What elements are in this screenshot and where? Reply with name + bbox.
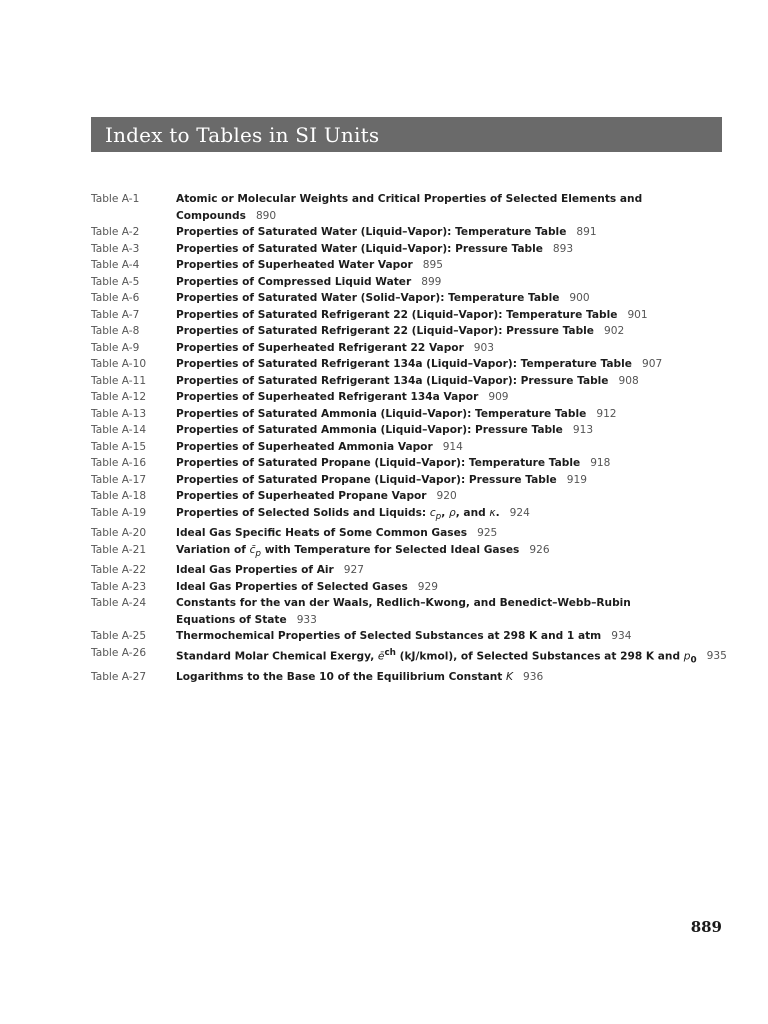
table-label: Table A-22 bbox=[91, 564, 147, 577]
table-description: Properties of Selected Solids and Liquids: $c_p$, ρ, and κ. 924 bbox=[176, 506, 530, 522]
table-description: Properties of Saturated Propane (Liquid–Vapor): Temperature Table 918 bbox=[176, 457, 611, 469]
page-ref: 918 bbox=[590, 457, 611, 469]
index-entry-a13[interactable] bbox=[91, 406, 731, 423]
page-number: 889 bbox=[690, 918, 722, 936]
page-ref: 899 bbox=[421, 275, 442, 288]
index-entry-a25[interactable] bbox=[91, 628, 731, 645]
index-entry-a2[interactable] bbox=[91, 224, 731, 241]
index-entry-a14[interactable] bbox=[91, 422, 731, 439]
page-ref: 919 bbox=[566, 473, 587, 486]
table-label: Table A-4 bbox=[91, 259, 140, 271]
index-entry-a9[interactable] bbox=[91, 340, 731, 357]
table-label: Table A-5 bbox=[91, 275, 140, 288]
index-entry-a12[interactable] bbox=[91, 389, 731, 406]
table-label: Table A-16 bbox=[91, 457, 147, 469]
page-ref: 935 bbox=[706, 650, 727, 663]
title-banner bbox=[91, 117, 722, 152]
page-ref: 913 bbox=[572, 424, 594, 436]
symbol-p: p bbox=[683, 650, 691, 663]
symbol-kappa: κ bbox=[489, 506, 496, 519]
table-description: Properties of Saturated Refrigerant 22 (Liquid–Vapor): Pressure Table 902 bbox=[176, 325, 625, 337]
table-description: Properties of Superheated Refrigerant 134a Vapor 909 bbox=[176, 391, 509, 403]
index-entry-a8[interactable] bbox=[91, 323, 731, 340]
table-label: Table A-20 bbox=[91, 527, 147, 540]
symbol-rho: ρ bbox=[448, 506, 456, 519]
page-ref: 920 bbox=[436, 490, 457, 502]
page-title: Index to Tables in SI Units bbox=[105, 122, 380, 147]
index-entry-a5[interactable] bbox=[91, 274, 731, 291]
table-label: Table A-6 bbox=[91, 292, 140, 304]
table-description: Properties of Saturated Water (Liquid–Vapor): Pressure Table 893 bbox=[176, 242, 574, 255]
table-description: Properties of Saturated Ammonia (Liquid–Vapor): Pressure Table 913 bbox=[176, 424, 594, 436]
table-label: Table A-9 bbox=[91, 341, 140, 354]
index-entry-a16[interactable] bbox=[91, 455, 731, 472]
index-entry-a20[interactable] bbox=[91, 525, 731, 542]
index-entry-a22[interactable] bbox=[91, 562, 731, 579]
table-description: Properties of Superheated Ammonia Vapor 914 bbox=[176, 440, 463, 453]
table-label: Table A-24 bbox=[91, 597, 147, 610]
index-entry-a3[interactable] bbox=[91, 241, 731, 258]
table-label: Table A-11 bbox=[91, 374, 147, 387]
table-description: Atomic or Molecular Weights and Critical Properties of Selected Elements and Compounds 890 bbox=[176, 193, 643, 222]
table-label: Table A-10 bbox=[91, 358, 147, 370]
page-ref: 895 bbox=[422, 259, 443, 271]
table-label: Table A-12 bbox=[91, 391, 147, 403]
table-description: Variation of $c̄_p$ with Temperature for Selected Ideal Gases 926 bbox=[176, 543, 550, 559]
index-entry-a24[interactable] bbox=[91, 595, 731, 628]
superscript-ch: ch bbox=[384, 647, 396, 658]
table-label: Table A-14 bbox=[91, 424, 147, 436]
page-ref: 936 bbox=[522, 670, 544, 683]
index-entry-a10[interactable] bbox=[91, 356, 731, 373]
page-ref: 926 bbox=[529, 543, 550, 556]
index-entry-a15[interactable] bbox=[91, 439, 731, 456]
table-description: Thermochemical Properties of Selected Substances at 298 K and 1 atm 934 bbox=[176, 630, 632, 643]
table-index-list bbox=[91, 191, 731, 685]
page-ref: 900 bbox=[569, 292, 590, 304]
table-label: Table A-19 bbox=[91, 506, 147, 519]
index-entry-a26[interactable] bbox=[91, 645, 731, 669]
page-ref: 907 bbox=[641, 358, 663, 370]
table-description: Properties of Saturated Water (Liquid–Vapor): Temperature Table 891 bbox=[176, 226, 597, 238]
subscript-p: p bbox=[435, 511, 442, 522]
table-label: Table A-3 bbox=[91, 242, 140, 255]
table-description: Ideal Gas Properties of Selected Gases 929 bbox=[176, 580, 439, 593]
page-ref: 890 bbox=[255, 209, 277, 222]
index-entry-a27[interactable] bbox=[91, 669, 731, 686]
table-description: Properties of Superheated Refrigerant 22 Vapor 903 bbox=[176, 341, 495, 354]
table-description: Properties of Compressed Liquid Water 899 bbox=[176, 275, 442, 288]
symbol-e-bar: ē bbox=[377, 650, 385, 663]
index-entry-a1[interactable] bbox=[91, 191, 731, 224]
page-ref: 902 bbox=[603, 325, 625, 337]
table-label: Table A-1 bbox=[91, 193, 140, 205]
table-description: Properties of Saturated Ammonia (Liquid–Vapor): Temperature Table 912 bbox=[176, 407, 617, 420]
index-entry-a19[interactable] bbox=[91, 505, 731, 526]
table-label: Table A-17 bbox=[91, 473, 147, 486]
page-ref: 914 bbox=[442, 440, 463, 453]
subscript-0: 0 bbox=[690, 655, 697, 666]
table-description: Ideal Gas Properties of Air 927 bbox=[176, 564, 365, 577]
table-description: Standard Molar Chemical Exergy, $ē^{ch}$ (kJ/kmol), of Selected Substances at 298 K and $p_0$ 935 bbox=[176, 647, 727, 666]
page-ref: 933 bbox=[296, 613, 317, 626]
table-label: Table A-13 bbox=[91, 407, 147, 420]
table-description: Properties of Saturated Refrigerant 22 (Liquid–Vapor): Temperature Table 901 bbox=[176, 308, 648, 321]
page-ref: 908 bbox=[618, 374, 639, 387]
page-ref: 903 bbox=[473, 341, 495, 354]
page-ref: 924 bbox=[509, 506, 530, 519]
symbol-c: c bbox=[429, 506, 436, 519]
index-entry-a4[interactable] bbox=[91, 257, 731, 274]
table-description: Properties of Saturated Water (Solid–Vapor): Temperature Table 900 bbox=[176, 292, 590, 304]
page-ref: 925 bbox=[477, 527, 498, 540]
page-ref: 891 bbox=[576, 226, 597, 238]
table-description: Ideal Gas Specific Heats of Some Common Gases 925 bbox=[176, 527, 498, 540]
table-label: Table A-27 bbox=[91, 670, 147, 683]
subscript-p: p bbox=[255, 548, 261, 559]
table-label: Table A-15 bbox=[91, 440, 147, 453]
table-description: Constants for the van der Waals, Redlich–Kwong, and Benedict–Webb–Rubin Equations of State 933 bbox=[176, 597, 631, 626]
table-label: Table A-23 bbox=[91, 580, 147, 593]
table-description: Properties of Saturated Propane (Liquid–Vapor): Pressure Table 919 bbox=[176, 473, 587, 486]
table-label: Table A-2 bbox=[91, 226, 140, 238]
index-entry-a11[interactable] bbox=[91, 373, 731, 390]
index-entry-a7[interactable] bbox=[91, 307, 731, 324]
table-label: Table A-21 bbox=[91, 543, 147, 556]
symbol-c-bar: c̄ bbox=[249, 543, 256, 556]
page-ref: 927 bbox=[343, 564, 365, 577]
index-entry-a6[interactable] bbox=[91, 290, 731, 307]
table-label: Table A-7 bbox=[91, 308, 140, 321]
page-ref: 929 bbox=[417, 580, 439, 593]
table-description: Properties of Superheated Propane Vapor 920 bbox=[176, 490, 457, 502]
table-description: Properties of Saturated Refrigerant 134a (Liquid–Vapor): Pressure Table 908 bbox=[176, 374, 639, 387]
symbol-k: K bbox=[506, 670, 513, 683]
index-entry-a17[interactable] bbox=[91, 472, 731, 489]
table-description: Logarithms to the Base 10 of the Equilibrium Constant K 936 bbox=[176, 670, 544, 683]
table-label: Table A-25 bbox=[91, 630, 147, 643]
page-ref: 901 bbox=[627, 308, 648, 321]
table-description: Properties of Superheated Water Vapor 895 bbox=[176, 259, 443, 271]
page-ref: 934 bbox=[611, 630, 632, 643]
page-ref: 909 bbox=[488, 391, 509, 403]
page-ref: 912 bbox=[596, 407, 617, 420]
index-entry-a21[interactable] bbox=[91, 542, 731, 563]
table-label: Table A-26 bbox=[91, 646, 147, 659]
table-label: Table A-8 bbox=[91, 325, 140, 337]
page-ref: 893 bbox=[552, 242, 574, 255]
index-entry-a23[interactable] bbox=[91, 579, 731, 596]
index-entry-a18[interactable] bbox=[91, 488, 731, 505]
table-label: Table A-18 bbox=[91, 490, 147, 502]
table-description: Properties of Saturated Refrigerant 134a (Liquid–Vapor): Temperature Table 907 bbox=[176, 358, 663, 370]
